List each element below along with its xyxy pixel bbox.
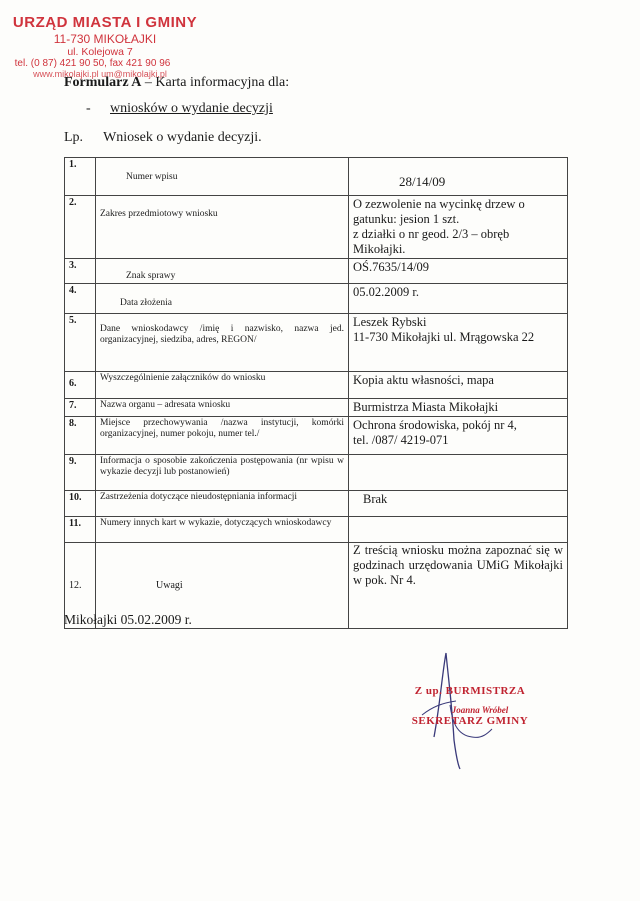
table-row	[65, 491, 568, 517]
signature-line-1: Z up. BURMISTRZA	[414, 685, 526, 697]
row-number: 1.	[65, 158, 96, 196]
row-number: 6.	[65, 372, 96, 399]
row-value: Burmistrza Miasta Mikołajki	[349, 399, 568, 417]
row-label: Numery innych kart w wykazie, dotyczących wnioskodawcy	[96, 517, 349, 543]
row-value-cell	[349, 417, 568, 455]
row-value-2: tel. /087/ 4219-071	[353, 433, 449, 447]
row-value: Z treścią wniosku można zapoznać się w godzinach urzędowania UMiG Mikołajki w pok. Nr 4.	[349, 543, 568, 629]
row-value: 28/14/09	[349, 158, 568, 196]
row-label: Wyszczególnienie załączników do wniosku	[96, 372, 349, 399]
row-label: Uwagi	[96, 543, 349, 629]
table-row	[65, 517, 568, 543]
table-row	[65, 417, 568, 455]
lp-label: Lp.	[64, 130, 84, 145]
row-label: Nazwa organu – adresata wniosku	[96, 399, 349, 417]
row-value: OŚ.7635/14/09	[349, 259, 568, 284]
signature-line-3: SEKRETARZ GMINY	[411, 715, 529, 727]
stamp-line-4: tel. (0 87) 421 90 50, fax 421 90 96	[14, 58, 171, 69]
row-number: 10.	[65, 491, 96, 517]
stamp-line-1: URZĄD MIASTA I GMINY	[12, 14, 198, 31]
row-label: Informacja o sposobie zakończenia postępowania (nr wpisu w wykazie decyzji lub postanowień)	[96, 455, 349, 491]
table-row	[65, 158, 568, 196]
row-label: Znak sprawy	[96, 259, 349, 284]
form-heading	[64, 75, 289, 91]
stamp-line-2: 11-730 MIKOŁAJKI	[53, 32, 157, 46]
row-value: Kopia aktu własności, mapa	[349, 372, 568, 399]
bullet-dash: -	[86, 101, 91, 116]
row-label: Zakres przedmiotowy wniosku	[96, 196, 349, 259]
row-value-cell	[349, 196, 568, 259]
signatory-name: Joanna Wróbel	[451, 705, 509, 715]
row-value-2: z działki o nr geod. 2/3 – obręb Mikołajki.	[353, 227, 510, 256]
table-row	[65, 372, 568, 399]
stamp-line-3: ul. Kolejowa 7	[67, 46, 133, 58]
subject-text: wniosków o wydanie decyzji	[110, 101, 273, 116]
row-number: 11.	[65, 517, 96, 543]
row-value: 05.02.2009 r.	[349, 284, 568, 314]
row-label: Miejsce przechowywania /nazwa instytucji, komórki organizacyjnej, numer pokoju, numer tel./	[96, 417, 349, 455]
lp-line	[64, 130, 262, 146]
stamp-line-5: www.mikolajki.pl um@mikolajki.pl	[33, 69, 167, 79]
table-row	[65, 259, 568, 284]
subject-line	[86, 101, 273, 117]
info-card-table	[64, 157, 568, 629]
row-label: Zastrzeżenia dotyczące nieudostępniania informacji	[96, 491, 349, 517]
row-value: Leszek Rybski	[353, 315, 427, 329]
row-value: O zezwolenie na wycinkę drzew o gatunku: jesion 1 szt.	[353, 197, 525, 226]
row-number: 8.	[65, 417, 96, 455]
row-number: 12.	[65, 543, 96, 629]
row-value	[349, 517, 568, 543]
row-number: 5.	[65, 314, 96, 372]
row-number: 4.	[65, 284, 96, 314]
row-value: Brak	[349, 491, 568, 517]
row-value	[349, 455, 568, 491]
row-number: 9.	[65, 455, 96, 491]
table-row	[65, 196, 568, 259]
signature-stamp	[405, 685, 535, 727]
table-row	[65, 399, 568, 417]
place-date: Mikołajki 05.02.2009 r.	[64, 612, 192, 627]
row-value-cell	[349, 314, 568, 372]
row-label: Data złożenia	[96, 284, 349, 314]
form-title: – Karta informacyjna dla:	[141, 75, 290, 90]
row-number: 3.	[65, 259, 96, 284]
office-stamp	[0, 14, 240, 79]
table-row	[65, 455, 568, 491]
row-number: 2.	[65, 196, 96, 259]
row-value-2: 11-730 Mikołajki ul. Mrągowska 22	[353, 330, 535, 344]
row-label: Numer wpisu	[96, 158, 349, 196]
table-row	[65, 284, 568, 314]
row-label: Dane wnioskodawcy /imię i nazwisko, nazwa jed. organizacyjnej, siedziba, adres, REGON/	[96, 314, 349, 372]
table-row	[65, 314, 568, 372]
form-label: Formularz A	[64, 75, 142, 90]
lp-title: Wniosek o wydanie decyzji.	[103, 130, 262, 145]
row-number: 7.	[65, 399, 96, 417]
row-value: Ochrona środowiska, pokój nr 4,	[353, 418, 517, 432]
